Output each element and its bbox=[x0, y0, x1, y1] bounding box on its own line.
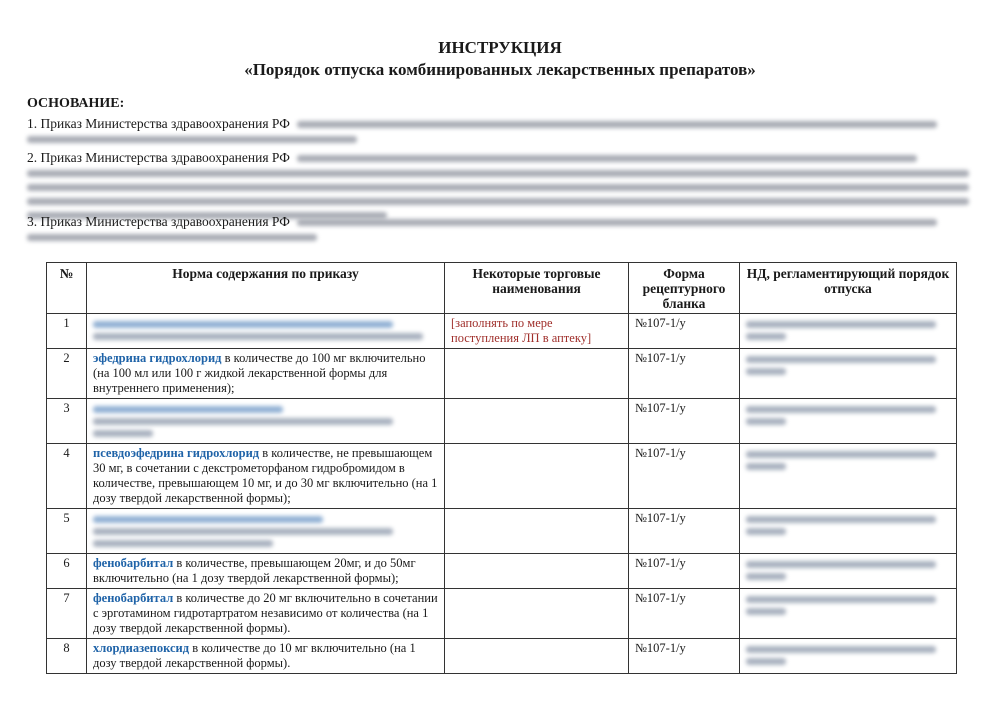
row-form: №107-1/у bbox=[629, 589, 740, 639]
row-trade-names bbox=[445, 349, 629, 399]
table-row bbox=[47, 399, 957, 444]
row-form: №107-1/у bbox=[629, 554, 740, 589]
table-row bbox=[47, 509, 957, 554]
row-form: №107-1/у bbox=[629, 509, 740, 554]
table-header-row bbox=[47, 263, 957, 314]
drug-name: эфедрина гидрохлорид bbox=[93, 351, 222, 365]
drug-name: фенобарбитал bbox=[93, 591, 174, 605]
redacted-text bbox=[746, 561, 936, 568]
row-norm bbox=[87, 349, 445, 399]
drug-norm-text: в количестве до 20 мг включительно в сочетании с эрготамином гидротартратом независимо от количества (на 1 дозу твердой лекарственной формы). bbox=[93, 591, 438, 635]
row-trade-names bbox=[445, 589, 629, 639]
redacted-text bbox=[93, 540, 273, 547]
redacted-text bbox=[746, 516, 936, 523]
redacted-text bbox=[746, 463, 786, 470]
basis-item-2-prefix: 2. Приказ Министерства здравоохранения РФ bbox=[27, 150, 290, 165]
row-trade-names bbox=[445, 399, 629, 444]
row-num: 6 bbox=[47, 554, 87, 589]
redacted-text bbox=[93, 321, 393, 328]
row-norm bbox=[87, 509, 445, 554]
table-row bbox=[47, 314, 957, 349]
row-form: №107-1/у bbox=[629, 349, 740, 399]
redacted-text bbox=[746, 418, 786, 425]
table-row bbox=[47, 444, 957, 509]
drug-name: фенобарбитал bbox=[93, 556, 174, 570]
redacted-text bbox=[297, 121, 937, 128]
row-regulation bbox=[740, 589, 957, 639]
row-norm bbox=[87, 444, 445, 509]
drug-name: хлордиазепоксид bbox=[93, 641, 190, 655]
row-num: 8 bbox=[47, 639, 87, 674]
row-norm bbox=[87, 314, 445, 349]
row-form: №107-1/у bbox=[629, 314, 740, 349]
row-trade-names bbox=[445, 554, 629, 589]
redacted-text bbox=[746, 596, 936, 603]
header-trade-names: Некоторые торговые наименования bbox=[445, 263, 629, 314]
row-regulation bbox=[740, 349, 957, 399]
header-norm: Норма содержания по приказу bbox=[87, 263, 445, 314]
row-num: 2 bbox=[47, 349, 87, 399]
redacted-text bbox=[746, 356, 936, 363]
redacted-text bbox=[93, 528, 393, 535]
table-row bbox=[47, 554, 957, 589]
table-row bbox=[47, 639, 957, 674]
row-form: №107-1/у bbox=[629, 444, 740, 509]
document-subtitle: «Порядок отпуска комбинированных лекарственных препаратов» bbox=[244, 60, 756, 79]
header-form: Форма рецептурного бланка bbox=[629, 263, 740, 314]
row-regulation bbox=[740, 444, 957, 509]
row-trade-names: [заполнять по мере поступления ЛП в аптеку] bbox=[445, 314, 629, 349]
row-form: №107-1/у bbox=[629, 639, 740, 674]
table-row bbox=[47, 589, 957, 639]
row-form: №107-1/у bbox=[629, 399, 740, 444]
row-num: 5 bbox=[47, 509, 87, 554]
redacted-text bbox=[746, 406, 936, 413]
row-num: 4 bbox=[47, 444, 87, 509]
row-regulation bbox=[740, 314, 957, 349]
redacted-text bbox=[746, 528, 786, 535]
redacted-block bbox=[27, 129, 357, 143]
basis-item-3-prefix: 3. Приказ Министерства здравоохранения РФ bbox=[27, 214, 290, 229]
redacted-text bbox=[746, 608, 786, 615]
row-num: 1 bbox=[47, 314, 87, 349]
row-num: 3 bbox=[47, 399, 87, 444]
row-norm bbox=[87, 589, 445, 639]
redacted-text bbox=[746, 333, 786, 340]
table-row bbox=[47, 349, 957, 399]
redacted-text bbox=[746, 658, 786, 665]
drug-norm-text: в количестве до 100 мг включительно (на 100 мл или 100 г жидкой лекарственной формы для внутреннего применения); bbox=[93, 351, 426, 395]
redacted-text bbox=[746, 321, 936, 328]
redacted-text bbox=[93, 430, 153, 437]
redacted-text bbox=[93, 516, 323, 523]
row-trade-names bbox=[445, 444, 629, 509]
redacted-text bbox=[93, 418, 393, 425]
row-regulation bbox=[740, 399, 957, 444]
redacted-block bbox=[27, 227, 317, 241]
row-num: 7 bbox=[47, 589, 87, 639]
row-regulation bbox=[740, 554, 957, 589]
redacted-text bbox=[746, 368, 786, 375]
redacted-text bbox=[93, 333, 423, 340]
row-regulation bbox=[740, 639, 957, 674]
basis-item-1-prefix: 1. Приказ Министерства здравоохранения РФ bbox=[27, 116, 290, 131]
redacted-text bbox=[297, 219, 937, 226]
redacted-text bbox=[93, 406, 283, 413]
row-norm bbox=[87, 399, 445, 444]
redacted-text bbox=[746, 451, 936, 458]
drug-norm-text: в количестве, превышающем 20мг, и до 50мг включительно (на 1 дозу твердой лекарственной формы); bbox=[93, 556, 416, 585]
drug-table bbox=[46, 262, 957, 674]
row-norm bbox=[87, 639, 445, 674]
header-num: № bbox=[47, 263, 87, 314]
row-norm bbox=[87, 554, 445, 589]
redacted-block bbox=[27, 163, 969, 219]
row-regulation bbox=[740, 509, 957, 554]
row-trade-names bbox=[445, 509, 629, 554]
drug-name: псевдоэфедрина гидрохлорид bbox=[93, 446, 260, 460]
drug-norm-text: в количестве до 10 мг включительно (на 1 дозу твердой лекарственной формы). bbox=[93, 641, 416, 670]
document-title: ИНСТРУКЦИЯ bbox=[438, 38, 562, 57]
redacted-text bbox=[746, 646, 936, 653]
redacted-text bbox=[297, 155, 917, 162]
header-regulation: НД, регламентирующий порядок отпуска bbox=[740, 263, 957, 314]
row-trade-names bbox=[445, 639, 629, 674]
basis-label: ОСНОВАНИЕ: bbox=[27, 96, 125, 111]
drug-norm-text: в количестве, не превышающем 30 мг, в сочетании с декстрометорфаном гидробромидом в количестве, превышающем 10 мг, и до 30 мг включительно (на 1 дозу твердой лекарственной формы); bbox=[93, 446, 438, 505]
redacted-text bbox=[746, 573, 786, 580]
